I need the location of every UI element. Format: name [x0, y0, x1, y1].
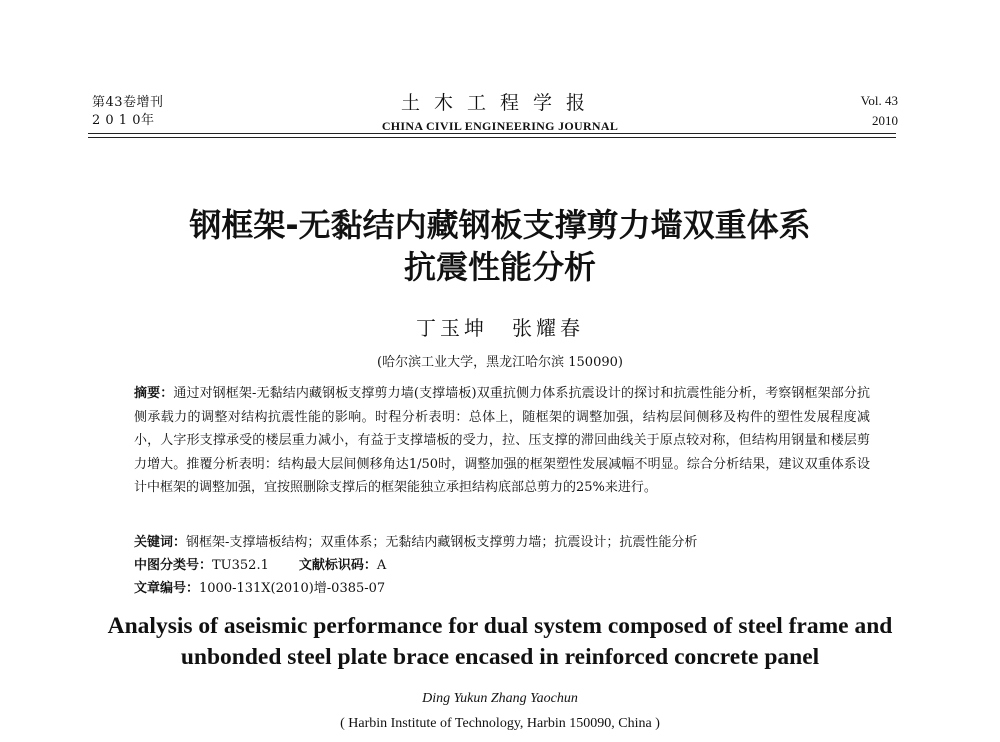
clc-label: 中图分类号：	[134, 558, 213, 573]
doc-code-label: 文献标识码：	[298, 558, 377, 573]
authors-en: Ding Yukun Zhang Yaochun	[422, 691, 578, 706]
year-en: 2010	[872, 113, 898, 128]
article-number	[134, 579, 870, 599]
paper-title-cn	[0, 204, 1000, 288]
journal-volume-info	[861, 91, 898, 131]
journal-title	[0, 88, 1000, 134]
article-number-label: 文章编号：	[134, 581, 200, 596]
paper-title-en-line1: Analysis of aseismic performance for dual system composed of steel frame and	[107, 613, 893, 639]
abstract-text: 通过对钢框架-无黏结内藏钢板支撑剪力墙(支撑墙板)双重抗侧力体系抗震设计的探讨和抗震性能分析，考察钢框架部分抗侧承载力的调整对结构抗震性能的影响。时程分析表明：总体上，随框架的调整加强，结构层间侧移及构件的塑性发展程度减小，人字形支撑承受的楼层重力减小，有益于支撑墙板的受力，拉、压支撑的滞回曲线关于原点较对称，但结构用钢量和楼层剪力增大。推覆分析表明：结构最大层间侧移角达1/50时，调整加强的框架塑性发展减幅不明显。综合分析结果，建议双重体系设计中框架的调整加强，宜按照删除支撑后的框架能独立承担结构底部总剪力的25%来进行。	[134, 386, 870, 496]
article-number-value: 1000-131X(2010)增-0385-07	[199, 581, 386, 596]
abstract-label: 摘要：	[134, 386, 174, 401]
paper-title-cn-line1: 钢框架-无黏结内藏钢板支撑剪力墙双重体系	[189, 206, 811, 244]
doc-code-value: A	[376, 558, 387, 573]
volume-en: Vol. 43	[860, 93, 898, 108]
header-rule-top	[88, 133, 896, 134]
keywords	[134, 533, 870, 553]
volume-cn: 第43卷增刊	[92, 95, 164, 110]
journal-name-cn: 土木工程学报	[400, 92, 599, 114]
keywords-label: 关键词：	[134, 535, 187, 550]
keywords-text: 钢框架-支撑墙板结构；双重体系；无黏结内藏钢板支撑剪力墙；抗震设计；抗震性能分析	[186, 535, 698, 550]
paper-title-en-line2: unbonded steel plate brace encased in reinforced concrete panel	[180, 644, 820, 670]
paper-title-en	[0, 611, 1000, 673]
affiliation-en: ( Harbin Institute of Technology, Harbin 150090, China )	[340, 716, 660, 731]
year-cn: 2 0 1 0年	[92, 113, 155, 128]
clc-value: TU352.1	[212, 558, 269, 573]
authors-cn: 丁玉坤 张耀春	[416, 316, 584, 340]
affiliation-cn: (哈尔滨工业大学，黑龙江哈尔滨 150090)	[377, 355, 623, 370]
abstract	[134, 382, 870, 500]
classification	[134, 556, 870, 576]
header-rule-bottom	[88, 137, 896, 138]
journal-name-en: CHINA CIVIL ENGINEERING JOURNAL	[381, 119, 619, 133]
paper-title-cn-line2: 抗震性能分析	[403, 248, 596, 286]
